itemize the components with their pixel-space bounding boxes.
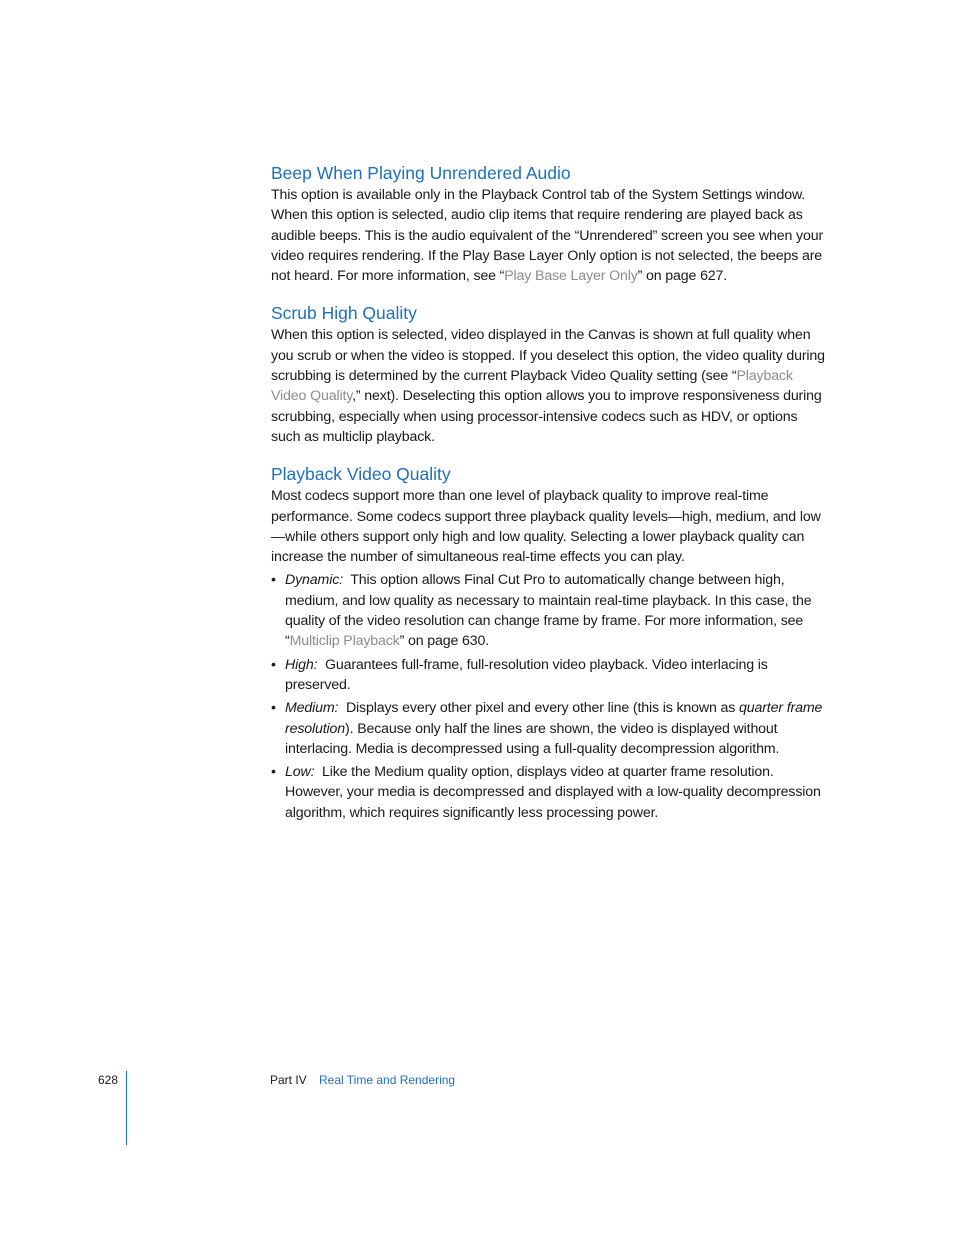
term-label: High: [285,656,318,673]
page-number: 628 [98,1073,119,1087]
item-text: ). Because only half the lines are shown, the video is displayed without interlacing. Media is decompressed using a full-quality decompression algorithm. [285,720,780,757]
page-content [271,162,827,839]
cross-reference-link[interactable]: Multiclip Playback [289,633,400,650]
item-text: Guarantees full-frame, full-resolution video playback. Video interlacing is preserved. [285,656,768,693]
section-scrub-high-quality [271,302,827,447]
section-paragraph: Most codecs support more than one level of playback quality to improve real-time performance. Some codecs support three playback quality levels—high, medium, and low—while others support only high and low quality. Selecting a lower playback quality can increase the number of simultaneous real-time effects you can play. [271,488,821,566]
bullet-icon: • [271,656,276,673]
footer-part-label: Part IV [270,1073,307,1087]
item-text: ” on page 630. [399,633,490,650]
footer-chapter-link[interactable]: Real Time and Rendering [319,1073,456,1087]
list-item-dynamic [271,570,827,651]
cross-reference-link[interactable]: Play Base Layer Only [504,268,638,285]
bullet-icon: • [271,572,276,589]
list-item-high [271,655,827,696]
bullet-icon: • [271,764,276,781]
quality-options-list [271,570,827,823]
section-playback-video-quality [271,463,827,823]
paragraph-text: This option is available only in the Playback Control tab of the System Settings window. When this option is selected, audio clip items that require rendering are played back as audible beeps. This is the audio equivalent of the “Unrendered” screen you see when your video requires rendering. If the Play Base Layer Only option is not selected, the beeps are not heard. For more information, see “ [271,187,824,285]
paragraph-text: ” on page 627. [637,268,728,285]
section-paragraph [271,325,827,447]
section-paragraph [271,185,827,286]
paragraph-text: When this option is selected, video displayed in the Canvas is shown at full quality when you scrub or when the video is stopped. If you deselect this option, the video quality during scrubbing is determined by the current Playback Video Quality setting (see “ [271,327,825,385]
paragraph-text: ,” next). Deselecting this option allows you to improve responsiveness during scrubbing, especially when using processor-intensive codecs such as HDV, or options such as multiclip playback. [271,388,822,445]
footer-divider [126,1071,127,1145]
term-label: Low: [285,764,315,781]
list-item-low [271,762,827,823]
section-heading: Scrub High Quality [271,303,417,324]
item-text: Displays every other pixel and every other line (this is known as [345,700,740,717]
list-item-medium [271,698,827,759]
bullet-icon: • [271,700,276,717]
section-heading: Playback Video Quality [271,464,451,485]
item-text: This option allows Final Cut Pro to automatically change between high, medium, and low quality as necessary to maintain real-time playback. In this case, the quality of the video resolution can change frame by frame. For more information, see “ [285,572,812,650]
section-beep-unrendered-audio [271,162,827,286]
section-heading: Beep When Playing Unrendered Audio [271,163,571,183]
item-text: Like the Medium quality option, displays video at quarter frame resolution. However, your media is decompressed and displayed with a low-quality decompression algorithm, which requires significantly less processing power. [285,764,821,821]
cross-reference-link[interactable]: Playback Video Quality [271,368,793,405]
emphasis-text: quarter frame resolution [285,700,823,737]
term-label: Medium: [285,700,339,717]
term-label: Dynamic: [285,572,343,589]
